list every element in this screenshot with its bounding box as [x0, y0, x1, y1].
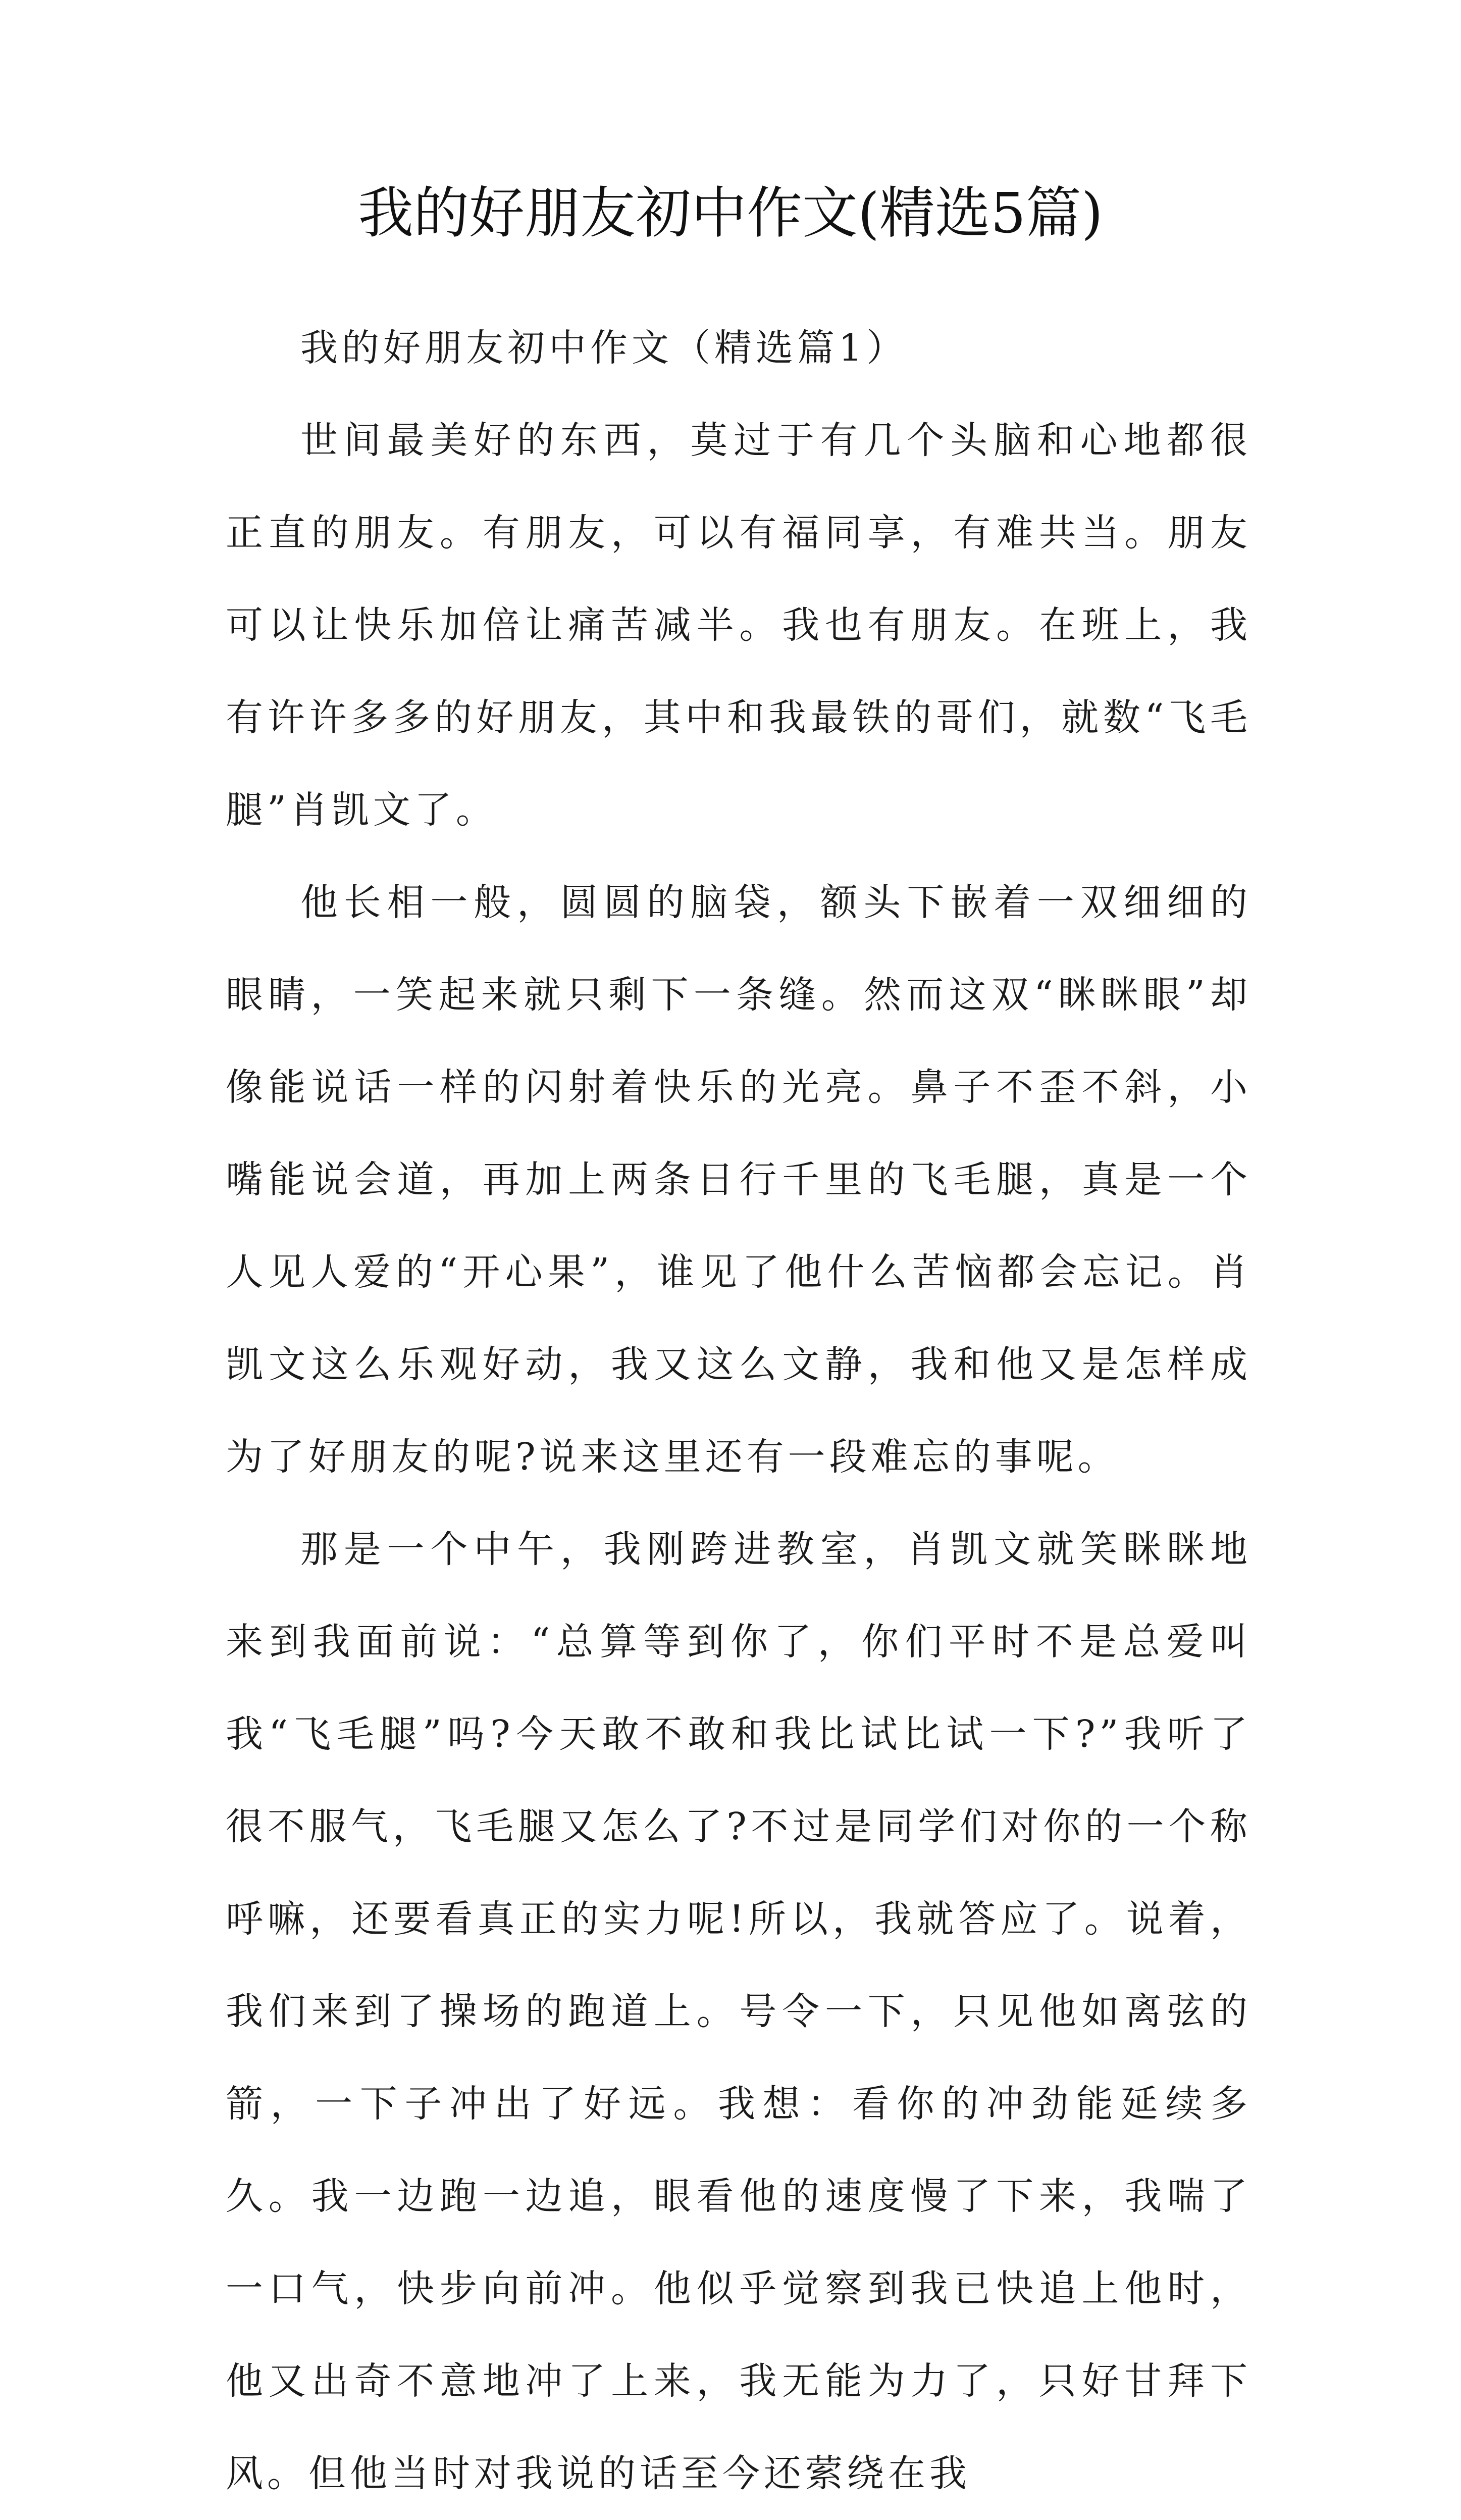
- section-heading: 我的好朋友初中作文（精选篇1）: [300, 326, 908, 370]
- paragraph: 世间最美好的东西，莫过于有几个头脑和心地都很正直的朋友。有朋友，可以有福同享，有难共当。朋友可以让快乐加倍让痛苦减半。我也有朋友。在班上，我有许许多多的好朋友，其中和我最铁的哥们，就数“飞毛腿”肖凯文了。: [226, 419, 1251, 832]
- document-body: [226, 302, 1251, 2520]
- paragraph: 他长相一般，圆圆的脑袋，额头下嵌着一双细细的眼睛，一笑起来就只剩下一条缝。然而这双“眯眯眼”却像能说话一样的闪射着快乐的光亮。鼻子不歪不斜，小嘴能说会道，再加上两条日行千里的飞毛腿，真是一个人见人爱的“开心果”，谁见了他什么苦恼都会忘记。肖凯文这么乐观好动，我又这么文静，我和他又是怎样成为了好朋友的呢?说来这里还有一段难忘的事呢。: [226, 881, 1251, 1479]
- paragraph: 那是一个中午，我刚跨进教室，肖凯文就笑眯眯地来到我面前说：“总算等到你了，你们平时不是总爱叫我“飞毛腿”吗?今天敢不敢和我比试比试一下?”我听了很不服气，飞毛腿又怎么了?不过是同学们对你的一个称呼嘛，还要看真正的实力呢!所以，我就答应了。说着，我们来到了操场的跑道上。号令一下，只见他如离弦的箭，一下子冲出了好远。我想：看你的冲劲能延续多久。我一边跑一边追，眼看他的速度慢了下来，我喘了一口气，快步向前冲。他似乎觉察到我已快追上他时，他又出奇不意地冲了上来，我无能为力了，只好甘拜下风。但他当时对我说的话至今还萦绕在我: [226, 1528, 1251, 2495]
- document-title: 我的好朋友初中作文(精选5篇): [358, 181, 1103, 245]
